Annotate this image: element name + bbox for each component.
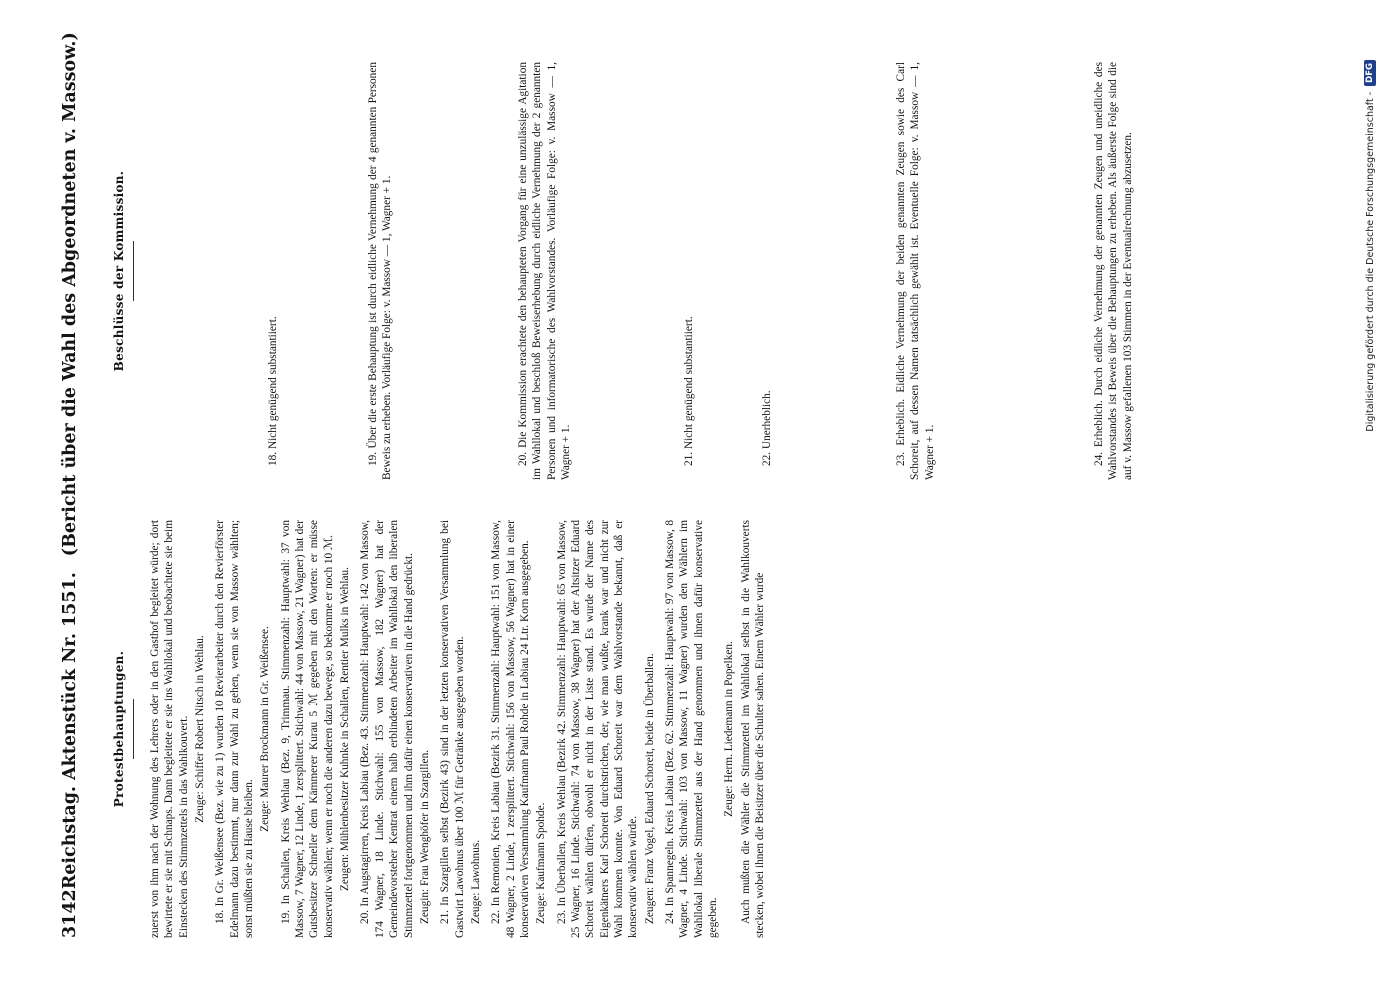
- dfg-logo: DFG: [1364, 60, 1376, 86]
- document-number: Aktenstück Nr. 1551.: [60, 572, 80, 780]
- resolution-22: 22. Unerheblich.: [761, 390, 773, 466]
- resolution-21: 21. Nicht genügend substantiiert.: [683, 316, 695, 466]
- heading-rule: [133, 241, 134, 301]
- resolution-19: 19. Über die erste Behauptung ist durch eidliche Vernehmung der 4 genannten Personen Beweis zu erheben. Vorläufige Folge: v. Massow — 1, Wagner + 1.: [367, 62, 394, 480]
- witness-line: Zeuge: Herm. Liedemann in Popelken.: [723, 641, 736, 817]
- claim-24-continued: Auch mußten die Wähler die Stimmzettel im Wahllokal selbst in die Wahlkouverts stecken, wobei ihnen die Beisitzer über die Schulter sahen. Einem Wähler wurde: [739, 520, 767, 938]
- claim-19: 19. In Schallen, Kreis Wehlau (Bez. 9, Trimmau. Stimmenzahl: Hauptwahl: 37 von Massow, 7 Wagner, 12 Linde, 1 zersplittert. Stichwahl: 44 von Massow, 21 Wagner) hat der Gutsbesitzer Schneller dem Kämmerer Kurau 5 ℳ gegeben mit den Worten: er müsse konservativ wählen; wenn er noch die anderen dazu bewege, so bekomme er noch 10 ℳ.: [279, 520, 335, 938]
- protest-claims-heading: Protestbehauptungen.: [112, 650, 126, 808]
- witness-line: Zeugin: Frau Wenghöfer in Szargillen.: [418, 749, 431, 924]
- resolution-slot: [682, 62, 760, 480]
- resolution-24: 24. Erheblich. Durch eidliche Vernehmung der genannten Zeugen und uneidliche des Wahlvorstandes ist Beweis über die Behauptungen zu erheben. Als äußerste Folge sind die auf v. Massow gefallenen 103 Stimmen in der Eventualrechnung abzusetzen.: [1093, 62, 1134, 480]
- digitization-credit: [1362, 60, 1378, 940]
- resolution-18: 18. Nicht genügend substantiiert.: [267, 316, 279, 466]
- heading-rule: [133, 699, 134, 759]
- credit-text: Digitalisierung gefördert durch die Deutsche Forschungsgemeinschaft -: [1364, 91, 1376, 432]
- resolution-slot: [148, 62, 366, 480]
- resolution-20: 20. Die Kommission erachtete den behaupteten Vorgang für eine unzulässige Agitation im Wahllokal und beschloß Beweiserhebung durch eidliche Vernehmung der 2 genannten Personen und informatorische des Wahlvorstandes. Vorläufige Folge: v. Massow — 1, Wagner + 1.: [517, 62, 573, 480]
- protest-claims-column: [100, 520, 1270, 938]
- witness-line: Zeuge: Maurer Brockmann in Gr. Weißensee.: [259, 626, 272, 832]
- claim-23: 23. In Überballen, Kreis Wehlau (Bezirk 42. Stimmenzahl: Hauptwahl: 65 von Massow, 25 Wagner, 16 Linde. Stichwahl: 74 von Massow, 38 Wagner) hat der Altsitzer Eduard Schoreit wählen dürfen, obwohl er nicht in der Liste stand. Es wurde der Name des Eigenkätners Karl Schoreit durchstrichen, der, wie man wußte, krank war und nicht zur Wahl kommen konnte. Von Eduard Schoreit war dem Wahlvorstande bekannt, daß er konservativ wählen würde.: [555, 520, 640, 938]
- claim-24: 24. In Spannegeln. Kreis Labiau (Bez. 62. Stimmenzahl: Hauptwahl: 97 von Massow, 8 Wagner, 4 Linde. Stichwahl: 103 von Massow, 11 Wagner) wurden den Wählern im Wahllokal liberale Stimmzettel aus der Hand genommen und ihnen dafür konservative gegeben.: [664, 520, 720, 938]
- witness-line: Zeuge: Kaufmann Spohde.: [535, 802, 548, 924]
- parliament-label: Reichstag.: [60, 785, 80, 890]
- resolution-slot: [366, 62, 516, 480]
- claim-18: 18. In Gr. Weißensee (Bez. wie zu 1) wurden 10 Revierarbeiter durch den Revierförster Edelmann dazu bestimmt, nur dann zur Wahl zu gehen, wenn sie von Massow wählten; sonst müßten sie zu Hause bleiben.: [214, 520, 256, 938]
- witness-line: Zeugen: Mühlenbesitzer Kuhnke in Schallen, Rentier Mulks in Wehlau.: [339, 567, 352, 891]
- resolution-slot: [516, 62, 682, 480]
- report-title: (Bericht über die Wahl des Abgeordneten v. Massow.): [60, 32, 80, 557]
- witness-line: Zeugen: Franz Vogel, Eduard Schoreit, beide in Überballen.: [643, 653, 656, 924]
- page-header: [60, 32, 88, 938]
- claim-21: 21. In Szargillen selbst (Bezirk 43) sind in der letzten konservativen Versammlung bei Gastwirt Lawohnus über 100 ℳ für Getränke ausgegeben worden.: [439, 520, 466, 938]
- witness-line: Zeuge: Schiffer Robert Nitsch in Wehlau.: [194, 635, 207, 823]
- claim-20: 20. In Augstagirren, Kreis Labiau (Bez. 43. Stimmenzahl: Hauptwahl: 142 von Massow, 174 Wagner, 18 Linde. Stichwahl: 155 von Massow, 182 Wagner) hat der Gemeindevorsteher Kentrat einem halb erblindeten Arbeiter im Wahllokal den liberalen Stimmzettel fortgenommen und ihm dafür einen konservativen in die Hand gedrückt.: [359, 520, 415, 938]
- resolution-slot: [760, 62, 894, 480]
- resolution-23: 23. Erheblich. Eidliche Vernehmung der beiden genannten Zeugen sowie des Carl Schoreit, auf dessen Namen tatsächlich gewählt ist. Eventuelle Folge: v. Massow — 1, Wagner + 1.: [895, 62, 936, 480]
- commission-resolutions-heading: Beschlüsse der Kommission.: [112, 170, 126, 372]
- commission-resolutions-column: [100, 62, 1270, 480]
- witness-line: Zeuge: Lawohnus.: [469, 839, 482, 924]
- claim-17-continuation: zuerst von ihm nach der Wohnung des Lehrers oder in den Gasthof begleitet würde; dort bewirtete er sie mit Schnaps. Dann begleitete er sie ins Wahllokal und beobachtete sie beim Einstecken des Stimmzettels in das Wahlkouvert.: [149, 520, 190, 938]
- claim-22: 22. In Remonien, Kreis Labiau (Bezirk 31. Stimmenzahl: Hauptwahl: 151 von Massow, 48 Wagner, 2 Linde, 1 zersplittert. Stichwahl: 156 von Massow, 56 Wagner) hat in einer konservativen Versammlung Kaufmann Paul Rohde in Labiau 24 Ltr. Korn ausgegeben.: [490, 520, 531, 938]
- resolution-slot: [894, 62, 1092, 480]
- page-number: 3142: [60, 889, 80, 938]
- resolution-slot: [1092, 62, 1135, 480]
